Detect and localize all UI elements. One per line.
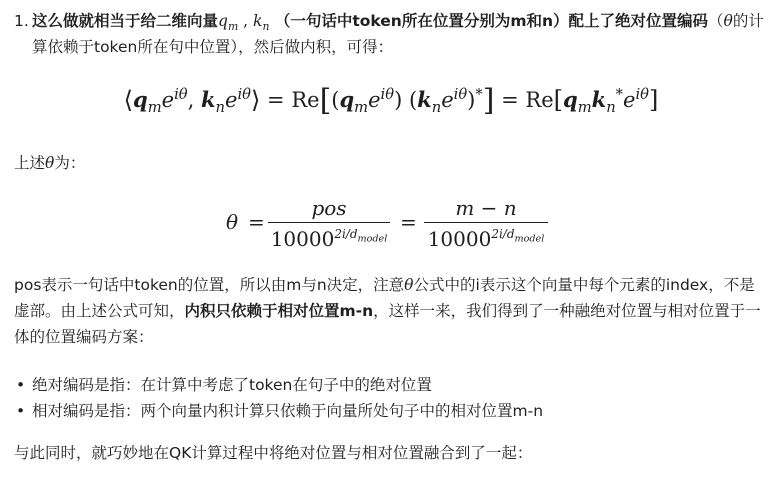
math-theta: θ [404,276,414,294]
math-equals: = [248,210,265,234]
math-comma: , [238,12,254,30]
paren-open: （ [708,12,724,30]
equation-inner-product: $⟨q_me^{i\theta}$, $k_ne^{i\theta}⟩ = Re[(q_me^{i\theta}) (k_ne^{i\theta})^*] = Re[q_mk_n^*e^{i\theta}]$ [123,83,659,118]
list-number: 1. [14,12,29,30]
math-k-n: $k_n$ [253,12,270,34]
theta-intro: 上述θ为： [14,154,86,172]
equation-theta [0,196,782,252]
closing-paragraph: 与此同时，就巧妙地在QK计算过程中将绝对位置与相对位置融合到了一起： [14,444,533,462]
fraction-m-n: m − n $10000^{2i/d_{model}}$ [424,196,548,251]
text-rest: 的计算依赖于token所在句中位置），然后做内积，可得： [32,12,764,56]
bold-text: 内积只依赖于相对位置m-n [184,302,374,320]
math-q-m: $q_m$ [218,12,239,34]
bullet-item: • 绝对编码是指：在计算中考虑了token在句子中的绝对位置 [16,376,432,394]
math-equals: = [400,210,417,234]
math-theta: θ [226,210,239,234]
list-item-body [14,8,768,60]
bullet-item: • 相对编码是指：两个向量内积计算只依赖于向量所处句子中的相对位置m-n [16,402,544,420]
bullet-list [14,372,768,424]
explanation-paragraph: pos表示一句话中token的位置，所以由m与n决定，注意θ公式中的i表示这个向量中每个元素的index，不是虚部。由上述公式可知，内积只依赖于相对位置m-n，这样一来，我们得到了一种融绝对位置与相对位置于一体的位置编码方案： [14,276,761,346]
fraction-pos: pos $10000^{2i/d_{model}}$ [268,196,390,251]
list-item-1 [14,8,768,60]
math-theta: θ [723,12,733,30]
bold-text-b: （一句话中token所在位置分别为m和n）配上了绝对位置编码 [269,12,709,30]
math-theta: θ [45,154,55,172]
bold-text-a: 这么做就相当于给二维向量 [32,12,219,30]
